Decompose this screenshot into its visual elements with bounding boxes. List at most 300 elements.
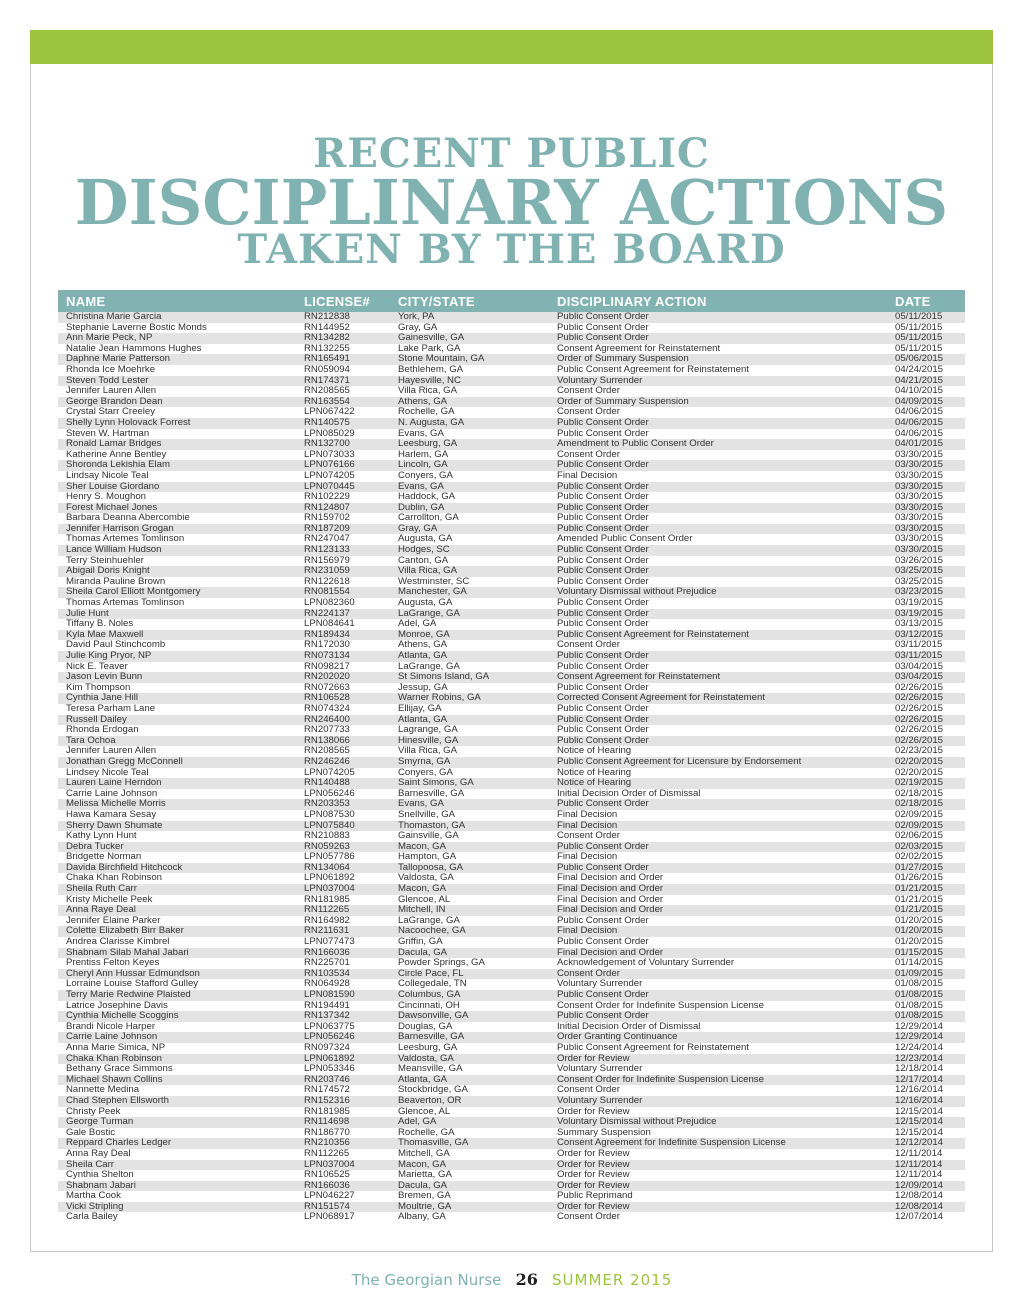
title-line-3: TAKEN BY THE BOARD	[237, 226, 786, 273]
cell-city-state: Cincinnati, OH	[390, 1001, 549, 1012]
cell-name: Nick E. Teaver	[58, 662, 296, 673]
cell-city-state: Snellville, GA	[390, 810, 549, 821]
cell-license: RN156979	[296, 556, 390, 567]
cell-date: 02/26/2015	[887, 704, 965, 715]
cell-city-state: Moultrie, GA	[390, 1202, 549, 1213]
cell-license: LPN075840	[296, 821, 390, 832]
table-row	[58, 1212, 965, 1223]
cell-name: Kathy Lynn Hunt	[58, 831, 296, 842]
cell-date: 03/23/2015	[887, 587, 965, 598]
table-row	[58, 630, 965, 641]
table-row	[58, 683, 965, 694]
cell-license: LPN074205	[296, 471, 390, 482]
cell-action: Public Consent Order	[549, 725, 887, 736]
cell-city-state: Villa Rica, GA	[390, 566, 549, 577]
cell-license: RN207733	[296, 725, 390, 736]
cell-action: Final Decision and Order	[549, 895, 887, 906]
cell-license: RN123133	[296, 545, 390, 556]
cell-name: Andrea Clarisse Kimbrel	[58, 937, 296, 948]
cell-action: Order for Review	[549, 1181, 887, 1192]
cell-date: 02/18/2015	[887, 789, 965, 800]
table-row	[58, 757, 965, 768]
table-row	[58, 429, 965, 440]
cell-license: LPN067422	[296, 407, 390, 418]
table-row	[58, 799, 965, 810]
cell-date: 05/11/2015	[887, 323, 965, 334]
table-row	[58, 1085, 965, 1096]
cell-date: 03/30/2015	[887, 460, 965, 471]
footer-publication: The Georgian Nurse	[351, 1271, 502, 1289]
column-header-license: LICENSE#	[296, 290, 390, 312]
cell-name: Kim Thompson	[58, 683, 296, 694]
cell-name: David Paul Stinchcomb	[58, 640, 296, 651]
cell-city-state: Villa Rica, GA	[390, 386, 549, 397]
cell-action: Initial Decision Order of Dismissal	[549, 789, 887, 800]
cell-date: 02/18/2015	[887, 799, 965, 810]
table-row	[58, 439, 965, 450]
table-row	[58, 715, 965, 726]
cell-license: LPN057786	[296, 852, 390, 863]
cell-date: 03/25/2015	[887, 566, 965, 577]
table-row	[58, 1149, 965, 1160]
cell-license: RN134064	[296, 863, 390, 874]
cell-license: RN132700	[296, 439, 390, 450]
cell-city-state: Adel, GA	[390, 1117, 549, 1128]
table-row	[58, 1181, 965, 1192]
cell-action: Consent Order for Indefinite Suspension License	[549, 1075, 887, 1086]
cell-city-state: Lagrange, GA	[390, 725, 549, 736]
cell-name: Cynthia Shelton	[58, 1170, 296, 1181]
cell-license: RN187209	[296, 524, 390, 535]
cell-date: 02/03/2015	[887, 842, 965, 853]
cell-city-state: Warner Robins, GA	[390, 693, 549, 704]
cell-name: Cynthia Jane Hill	[58, 693, 296, 704]
cell-city-state: Albany, GA	[390, 1212, 549, 1223]
cell-license: LPN082360	[296, 598, 390, 609]
cell-date: 04/01/2015	[887, 439, 965, 450]
cell-city-state: Gainesville, GA	[390, 333, 549, 344]
cell-name: Cheryl Ann Hussar Edmundson	[58, 969, 296, 980]
cell-city-state: Barnesville, GA	[390, 1032, 549, 1043]
cell-name: Julie King Pryor, NP	[58, 651, 296, 662]
cell-action: Consent Order	[549, 640, 887, 651]
table-row	[58, 1001, 965, 1012]
cell-action: Final Decision and Order	[549, 948, 887, 959]
cell-name: Steven Todd Lester	[58, 376, 296, 387]
cell-city-state: Collegedale, TN	[390, 979, 549, 990]
cell-city-state: Atlanta, GA	[390, 1075, 549, 1086]
cell-city-state: Circle Pace, FL	[390, 969, 549, 980]
cell-city-state: Nacoochee, GA	[390, 926, 549, 937]
table-row	[58, 662, 965, 673]
cell-date: 12/15/2014	[887, 1107, 965, 1118]
cell-name: Lindsey Nicole Teal	[58, 768, 296, 779]
cell-license: RN140488	[296, 778, 390, 789]
cell-date: 03/30/2015	[887, 545, 965, 556]
cell-action: Public Consent Order	[549, 1011, 887, 1022]
cell-date: 12/24/2014	[887, 1043, 965, 1054]
cell-city-state: Hinesville, GA	[390, 736, 549, 747]
table-row	[58, 852, 965, 863]
cell-name: Henry S. Moughon	[58, 492, 296, 503]
cell-name: Carrie Laine Johnson	[58, 789, 296, 800]
cell-date: 03/25/2015	[887, 577, 965, 588]
cell-name: Gale Bostic	[58, 1128, 296, 1139]
cell-city-state: Augusta, GA	[390, 534, 549, 545]
cell-date: 03/12/2015	[887, 630, 965, 641]
cell-city-state: Saint Simons, GA	[390, 778, 549, 789]
table-row	[58, 1075, 965, 1086]
cell-action: Notice of Hearing	[549, 746, 887, 757]
table-row	[58, 365, 965, 376]
cell-action: Public Consent Order	[549, 916, 887, 927]
cell-action: Public Consent Order	[549, 651, 887, 662]
cell-city-state: Macon, GA	[390, 1160, 549, 1171]
cell-date: 01/15/2015	[887, 948, 965, 959]
cell-license: LPN061892	[296, 873, 390, 884]
cell-action: Public Consent Order	[549, 799, 887, 810]
table-row	[58, 1160, 965, 1171]
cell-city-state: Mitchell, GA	[390, 1149, 549, 1160]
cell-action: Voluntary Surrender	[549, 979, 887, 990]
cell-name: Chaka Khan Robinson	[58, 873, 296, 884]
cell-date: 03/19/2015	[887, 598, 965, 609]
cell-name: Crystal Starr Creeley	[58, 407, 296, 418]
cell-license: RN172030	[296, 640, 390, 651]
cell-date: 12/16/2014	[887, 1096, 965, 1107]
cell-name: Shelly Lynn Holovack Forrest	[58, 418, 296, 429]
cell-name: Natalie Jean Hammons Hughes	[58, 344, 296, 355]
cell-license: RN064928	[296, 979, 390, 990]
cell-license: LPN037004	[296, 884, 390, 895]
cell-city-state: Glencoe, AL	[390, 1107, 549, 1118]
table-row	[58, 1096, 965, 1107]
cell-date: 03/30/2015	[887, 492, 965, 503]
cell-license: RN059094	[296, 365, 390, 376]
cell-license: RN097324	[296, 1043, 390, 1054]
cell-city-state: Carrollton, GA	[390, 513, 549, 524]
cell-date: 04/06/2015	[887, 407, 965, 418]
cell-date: 02/20/2015	[887, 768, 965, 779]
cell-license: RN231059	[296, 566, 390, 577]
cell-license: LPN068917	[296, 1212, 390, 1223]
cell-date: 03/04/2015	[887, 662, 965, 673]
cell-date: 02/09/2015	[887, 810, 965, 821]
cell-action: Public Consent Order	[549, 736, 887, 747]
cell-city-state: Gainsville, GA	[390, 831, 549, 842]
cell-action: Consent Order	[549, 407, 887, 418]
cell-city-state: Atlanta, GA	[390, 715, 549, 726]
cell-license: RN203746	[296, 1075, 390, 1086]
cell-name: Chad Stephen Ellsworth	[58, 1096, 296, 1107]
cell-name: Jennifer Harrison Grogan	[58, 524, 296, 535]
cell-action: Public Consent Order	[549, 460, 887, 471]
cell-date: 02/19/2015	[887, 778, 965, 789]
cell-action: Public Consent Order	[549, 418, 887, 429]
cell-date: 02/26/2015	[887, 715, 965, 726]
cell-action: Notice of Hearing	[549, 768, 887, 779]
cell-action: Voluntary Surrender	[549, 376, 887, 387]
cell-action: Public Reprimand	[549, 1191, 887, 1202]
cell-license: RN208565	[296, 386, 390, 397]
cell-date: 12/12/2014	[887, 1138, 965, 1149]
cell-license: LPN074205	[296, 768, 390, 779]
cell-action: Public Consent Order	[549, 704, 887, 715]
cell-city-state: Harlem, GA	[390, 450, 549, 461]
cell-city-state: Dublin, GA	[390, 503, 549, 514]
cell-name: Christy Peek	[58, 1107, 296, 1118]
table-row	[58, 460, 965, 471]
cell-license: LPN084641	[296, 619, 390, 630]
cell-city-state: Meansville, GA	[390, 1064, 549, 1075]
cell-date: 12/08/2014	[887, 1202, 965, 1213]
cell-name: Ronald Lamar Bridges	[58, 439, 296, 450]
cell-city-state: Evans, GA	[390, 429, 549, 440]
cell-date: 12/11/2014	[887, 1170, 965, 1181]
cell-date: 04/06/2015	[887, 429, 965, 440]
table-row	[58, 937, 965, 948]
cell-license: RN224137	[296, 609, 390, 620]
cell-date: 02/23/2015	[887, 746, 965, 757]
table-row	[58, 556, 965, 567]
cell-date: 12/16/2014	[887, 1085, 965, 1096]
cell-action: Voluntary Surrender	[549, 1064, 887, 1075]
cell-name: Lance William Hudson	[58, 545, 296, 556]
table-row	[58, 1117, 965, 1128]
cell-name: Chaka Khan Robinson	[58, 1054, 296, 1065]
cell-date: 02/26/2015	[887, 683, 965, 694]
cell-city-state: N. Augusta, GA	[390, 418, 549, 429]
cell-name: Colette Elizabeth Birr Baker	[58, 926, 296, 937]
cell-license: RN106528	[296, 693, 390, 704]
cell-name: Debra Tucker	[58, 842, 296, 853]
cell-date: 05/11/2015	[887, 344, 965, 355]
cell-city-state: Conyers, GA	[390, 768, 549, 779]
cell-city-state: Atlanta, GA	[390, 651, 549, 662]
cell-name: Sher Louise Giordano	[58, 482, 296, 493]
cell-date: 01/26/2015	[887, 873, 965, 884]
cell-license: LPN073033	[296, 450, 390, 461]
cell-action: Public Consent Order	[549, 333, 887, 344]
cell-name: Lorraine Louise Stafford Gulley	[58, 979, 296, 990]
table-row	[58, 609, 965, 620]
disciplinary-actions-table	[58, 290, 965, 1223]
cell-date: 03/30/2015	[887, 503, 965, 514]
cell-action: Public Consent Order	[549, 609, 887, 620]
cell-city-state: St Simons Island, GA	[390, 672, 549, 683]
cell-action: Public Consent Order	[549, 556, 887, 567]
cell-action: Final Decision and Order	[549, 905, 887, 916]
table-row	[58, 1128, 965, 1139]
column-header-disciplinary-action: DISCIPLINARY ACTION	[549, 290, 887, 312]
cell-date: 12/23/2014	[887, 1054, 965, 1065]
cell-license: RN102229	[296, 492, 390, 503]
cell-city-state: Stone Mountain, GA	[390, 354, 549, 365]
table-row	[58, 566, 965, 577]
cell-license: RN081554	[296, 587, 390, 598]
cell-name: Bridgette Norman	[58, 852, 296, 863]
cell-city-state: Douglas, GA	[390, 1022, 549, 1033]
cell-name: Miranda Pauline Brown	[58, 577, 296, 588]
table-row	[58, 312, 965, 323]
cell-license: RN098217	[296, 662, 390, 673]
cell-license: LPN056246	[296, 789, 390, 800]
cell-name: Vicki Stripling	[58, 1202, 296, 1213]
cell-license: RN059263	[296, 842, 390, 853]
cell-date: 01/08/2015	[887, 990, 965, 1001]
cell-date: 03/30/2015	[887, 482, 965, 493]
table-row	[58, 1107, 965, 1118]
table-row	[58, 746, 965, 757]
cell-name: Carla Bailey	[58, 1212, 296, 1223]
cell-action: Consent Order for Indefinite Suspension License	[549, 1001, 887, 1012]
cell-city-state: Macon, GA	[390, 842, 549, 853]
table-row	[58, 407, 965, 418]
table-row	[58, 344, 965, 355]
cell-action: Order Granting Continuance	[549, 1032, 887, 1043]
cell-license: RN212838	[296, 312, 390, 323]
cell-date: 12/17/2014	[887, 1075, 965, 1086]
cell-name: Tiffany B. Noles	[58, 619, 296, 630]
cell-action: Public Consent Order	[549, 312, 887, 323]
cell-action: Amended Public Consent Order	[549, 534, 887, 545]
table-row	[58, 1011, 965, 1022]
cell-name: Barbara Deanna Abercombie	[58, 513, 296, 524]
cell-action: Order for Review	[549, 1054, 887, 1065]
cell-name: Prentiss Felton Keyes	[58, 958, 296, 969]
table-row	[58, 916, 965, 927]
cell-city-state: Valdosta, GA	[390, 1054, 549, 1065]
cell-date: 03/30/2015	[887, 450, 965, 461]
cell-name: Jennifer Lauren Allen	[58, 386, 296, 397]
cell-action: Final Decision	[549, 471, 887, 482]
cell-city-state: LaGrange, GA	[390, 609, 549, 620]
cell-license: RN151574	[296, 1202, 390, 1213]
cell-name: Tara Ochoa	[58, 736, 296, 747]
cell-name: Katherine Anne Bentley	[58, 450, 296, 461]
cell-license: LPN046227	[296, 1191, 390, 1202]
cell-date: 02/09/2015	[887, 821, 965, 832]
table-row	[58, 990, 965, 1001]
cell-license: RN134282	[296, 333, 390, 344]
cell-license: RN174572	[296, 1085, 390, 1096]
cell-action: Final Decision	[549, 821, 887, 832]
cell-name: Nannette Medina	[58, 1085, 296, 1096]
table-row	[58, 725, 965, 736]
cell-license: LPN053346	[296, 1064, 390, 1075]
cell-date: 03/30/2015	[887, 471, 965, 482]
cell-name: Brandi Nicole Harper	[58, 1022, 296, 1033]
cell-action: Order of Summary Suspension	[549, 397, 887, 408]
cell-date: 01/20/2015	[887, 926, 965, 937]
cell-name: George Turman	[58, 1117, 296, 1128]
cell-date: 03/11/2015	[887, 640, 965, 651]
cell-license: RN164982	[296, 916, 390, 927]
cell-action: Public Consent Order	[549, 323, 887, 334]
table-row	[58, 418, 965, 429]
cell-name: Thomas Artemes Tomlinson	[58, 534, 296, 545]
cell-license: RN124807	[296, 503, 390, 514]
cell-date: 12/08/2014	[887, 1191, 965, 1202]
cell-date: 01/20/2015	[887, 916, 965, 927]
cell-license: RN181985	[296, 895, 390, 906]
cell-date: 12/15/2014	[887, 1117, 965, 1128]
cell-action: Public Consent Order	[549, 482, 887, 493]
table-row	[58, 397, 965, 408]
table-row	[58, 948, 965, 959]
cell-action: Public Consent Order	[549, 492, 887, 503]
cell-city-state: Jessup, GA	[390, 683, 549, 694]
cell-name: Jennifer Elaine Parker	[58, 916, 296, 927]
cell-license: RN074324	[296, 704, 390, 715]
cell-date: 12/11/2014	[887, 1149, 965, 1160]
cell-city-state: Thomasville, GA	[390, 1138, 549, 1149]
cell-name: Reppard Charles Ledger	[58, 1138, 296, 1149]
footer-page-number: 26	[515, 1270, 538, 1289]
cell-date: 05/06/2015	[887, 354, 965, 365]
cell-action: Public Consent Order	[549, 513, 887, 524]
cell-name: Bethany Grace Simmons	[58, 1064, 296, 1075]
cell-city-state: Athens, GA	[390, 397, 549, 408]
cell-name: Kyla Mae Maxwell	[58, 630, 296, 641]
cell-city-state: Rochelle, GA	[390, 407, 549, 418]
cell-date: 02/26/2015	[887, 736, 965, 747]
table-header-row	[58, 290, 965, 312]
cell-date: 12/15/2014	[887, 1128, 965, 1139]
cell-name: Cynthia Michelle Scoggins	[58, 1011, 296, 1022]
cell-license: RN140575	[296, 418, 390, 429]
cell-action: Public Consent Order	[549, 524, 887, 535]
cell-action: Consent Order	[549, 386, 887, 397]
cell-city-state: Gray, GA	[390, 524, 549, 535]
cell-city-state: York, PA	[390, 312, 549, 323]
cell-action: Final Decision and Order	[549, 884, 887, 895]
cell-city-state: Gray, GA	[390, 323, 549, 334]
cell-action: Public Consent Order	[549, 863, 887, 874]
table-row	[58, 905, 965, 916]
cell-date: 12/29/2014	[887, 1032, 965, 1043]
cell-city-state: Bremen, GA	[390, 1191, 549, 1202]
cell-license: RN174371	[296, 376, 390, 387]
cell-action: Corrected Consent Agreement for Reinstatement	[549, 693, 887, 704]
footer-issue: SUMMER 2015	[552, 1271, 673, 1289]
cell-action: Order of Summary Suspension	[549, 354, 887, 365]
cell-action: Acknowledgement of Voluntary Surrender	[549, 958, 887, 969]
cell-date: 12/18/2014	[887, 1064, 965, 1075]
table-row	[58, 503, 965, 514]
cell-date: 04/06/2015	[887, 418, 965, 429]
cell-name: Sherry Dawn Shumate	[58, 821, 296, 832]
cell-date: 02/02/2015	[887, 852, 965, 863]
cell-date: 12/07/2014	[887, 1212, 965, 1223]
cell-license: RN203353	[296, 799, 390, 810]
table-row	[58, 534, 965, 545]
cell-date: 05/11/2015	[887, 333, 965, 344]
cell-city-state: Dacula, GA	[390, 1181, 549, 1192]
cell-license: RN163554	[296, 397, 390, 408]
cell-license: RN211631	[296, 926, 390, 937]
cell-date: 04/21/2015	[887, 376, 965, 387]
cell-city-state: Barnesville, GA	[390, 789, 549, 800]
cell-date: 02/26/2015	[887, 725, 965, 736]
table-row	[58, 587, 965, 598]
cell-date: 03/11/2015	[887, 651, 965, 662]
cell-action: Order for Review	[549, 1149, 887, 1160]
table-row	[58, 1202, 965, 1213]
cell-action: Public Consent Order	[549, 566, 887, 577]
cell-date: 03/13/2015	[887, 619, 965, 630]
cell-license: RN208565	[296, 746, 390, 757]
